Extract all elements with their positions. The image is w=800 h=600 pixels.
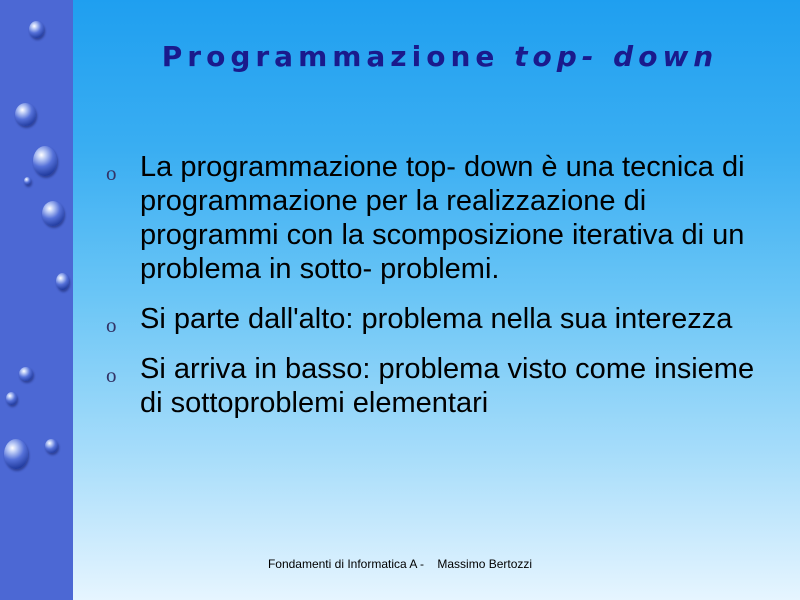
water-drop-decoration xyxy=(24,177,31,185)
slide-title xyxy=(80,40,800,73)
bullet-marker-icon: o xyxy=(106,313,117,337)
slide-footer xyxy=(0,557,800,571)
slide-title-italic: top- down xyxy=(514,40,719,73)
water-drop-decoration xyxy=(6,392,17,405)
water-drop-decoration xyxy=(33,146,57,176)
water-drop-decoration xyxy=(15,103,36,126)
water-drop-decoration xyxy=(19,367,33,381)
bullet-marker-icon: o xyxy=(106,363,117,387)
water-drop-decoration xyxy=(45,439,58,453)
bullet-text: La programmazione top- down è una tecnica di programmazione per la realizzazione di programmi con la scomposizione iterativa di un problema in sotto- problemi. xyxy=(140,151,745,285)
footer-course: Fondamenti di Informatica A - xyxy=(267,557,425,571)
water-drop-decoration xyxy=(56,273,69,290)
bullet-text: Si arriva in basso: problema visto come insieme di sottoproblemi elementari xyxy=(140,353,755,419)
water-drop-decoration xyxy=(29,21,44,38)
bullet-marker-icon: o xyxy=(106,161,117,185)
bullet-item xyxy=(104,302,784,336)
slide-title-main: Programmazione xyxy=(161,40,500,73)
bullet-list xyxy=(104,150,784,436)
water-drop-decoration xyxy=(42,201,64,226)
bullet-item xyxy=(104,352,784,420)
footer-author: Massimo Bertozzi xyxy=(437,557,533,571)
side-panel xyxy=(0,0,73,600)
bullet-item xyxy=(104,150,784,286)
water-drop-decoration xyxy=(4,439,28,469)
bullet-text: Si parte dall'alto: problema nella sua interezza xyxy=(140,303,733,335)
